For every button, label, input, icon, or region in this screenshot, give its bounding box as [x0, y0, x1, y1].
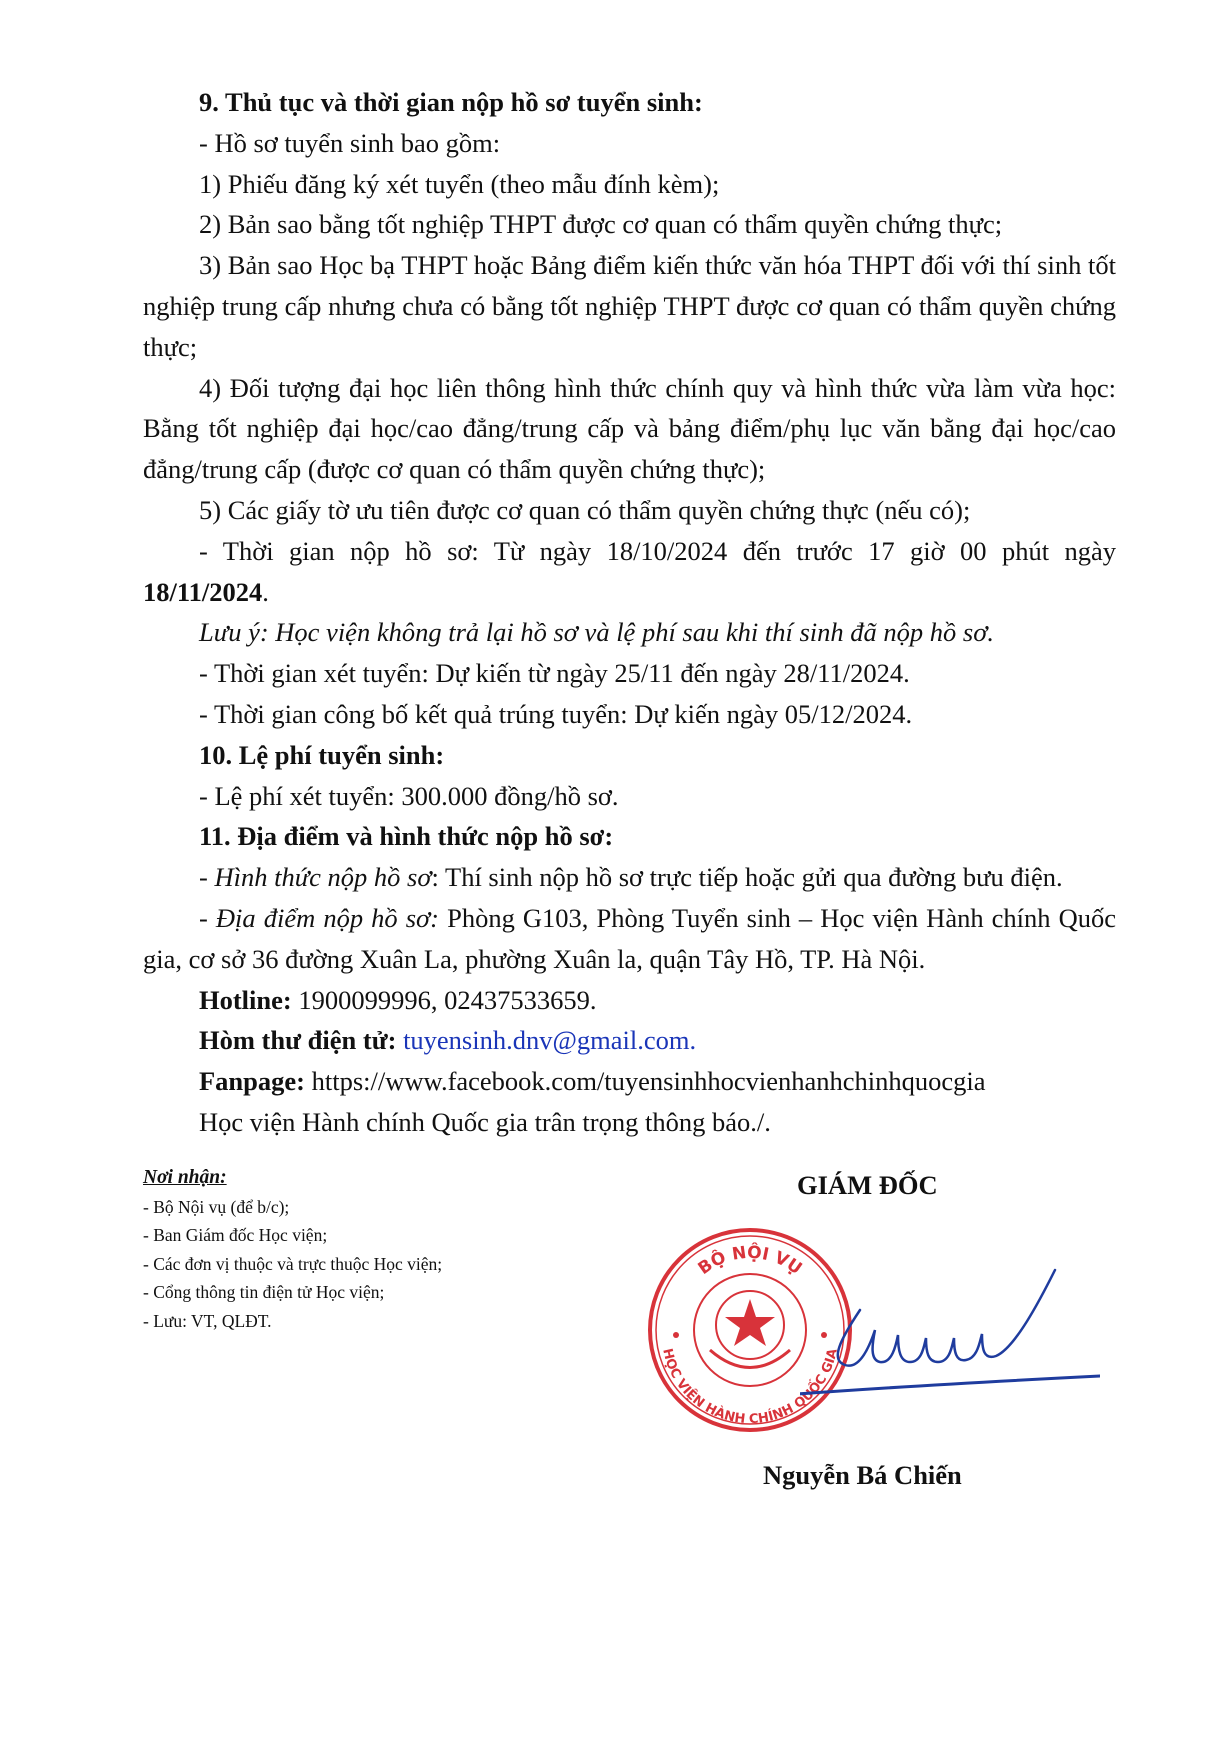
submission-form-text: : Thí sinh nộp hồ sơ trực tiếp hoặc gửi qua đường bưu điện.: [431, 862, 1063, 893]
requirement-item-3: 3) Bản sao Học bạ THPT hoặc Bảng điểm kiến thức văn hóa THPT đối với thí sinh tốt nghiệp trung cấp nhưng chưa có bằng tốt nghiệp THPT được cơ quan có thẩm quyền chứng thực;: [143, 250, 1116, 362]
section-10-heading: 10. Lệ phí tuyển sinh:: [199, 739, 445, 770]
note-text: Lưu ý: Học viện không trả lại hồ sơ và lệ phí sau khi thí sinh đã nộp hồ sơ.: [199, 617, 994, 648]
requirement-item-5: 5) Các giấy tờ ưu tiên được cơ quan có thẩm quyền chứng thực (nếu có);: [199, 494, 971, 525]
submission-place-text: Phòng G103, Phòng Tuyển sinh – Học viện Hành chính Quốc gia, cơ sở 36 đường Xuân La, phường Xuân la, quận Tây Hồ, TP. Hà Nội.: [143, 902, 1117, 974]
email: [143, 1020, 1116, 1061]
deadline-date: 18/11/2024: [143, 576, 263, 607]
application-fee: - Lệ phí xét tuyển: 300.000 đồng/hồ sơ.: [199, 780, 619, 811]
recipient-item: - Bộ Nội vụ (để b/c);: [143, 1196, 290, 1217]
fanpage: [143, 1061, 1116, 1102]
submission-place-dash: -: [199, 902, 216, 933]
requirement-item-4: 4) Đối tượng đại học liên thông hình thức chính quy và hình thức vừa làm vừa học: Bằng tốt nghiệp đại học/cao đẳng/trung cấp và bảng điểm/phụ lục văn bằng đại học/cao đẳng/trung cấp (được cơ quan có thẩm quyền chứng thực);: [143, 372, 1116, 485]
handwritten-signature: [800, 1250, 1100, 1410]
fanpage-url[interactable]: https://www.facebook.com/tuyensinhhocvienhanhchinhquocgia: [305, 1066, 986, 1097]
section-11-heading: 11. Địa điểm và hình thức nộp hồ sơ:: [199, 821, 614, 852]
signer-name: Nguyễn Bá Chiến: [763, 1460, 962, 1490]
recipient-item: - Các đơn vị thuộc và trực thuộc Học viện;: [143, 1253, 443, 1274]
submission-deadline: [143, 531, 1116, 613]
email-label: Hòm thư điện tử:: [199, 1025, 397, 1056]
closing-statement: Học viện Hành chính Quốc gia trân trọng thông báo./.: [199, 1106, 771, 1137]
deadline-prefix: - Thời gian nộp hồ sơ: Từ ngày 18/10/2024 đến trước 17 giờ 00 phút ngày: [199, 535, 1116, 566]
fanpage-label: Fanpage:: [199, 1066, 305, 1097]
seal-bottom-text: HỌC VIỆN HÀNH CHÍNH QUỐC GIA: [659, 1347, 841, 1428]
section-9-intro: - Hồ sơ tuyển sinh bao gồm:: [199, 127, 501, 158]
signer-title: GIÁM ĐỐC: [797, 1170, 938, 1200]
section-9-heading: 9. Thủ tục và thời gian nộp hồ sơ tuyển sinh:: [199, 87, 703, 117]
recipients-block: [143, 1164, 623, 1335]
hotline-value: 1900099996, 02437533659.: [291, 984, 597, 1015]
recipient-item: - Cổng thông tin điện tử Học viện;: [143, 1282, 385, 1302]
seal-top-text: BỘ NỘI VỤ: [694, 1242, 806, 1279]
recipients-title: Nơi nhận:: [143, 1167, 227, 1188]
hotline: [143, 980, 1116, 1021]
email-link[interactable]: tuyensinh.dnv@gmail.com.: [403, 1025, 697, 1056]
submission-form-dash: -: [199, 862, 215, 893]
recipient-item: - Lưu: VT, QLĐT.: [143, 1310, 272, 1331]
hotline-label: Hotline:: [199, 984, 292, 1015]
result-time: - Thời gian công bố kết quả trúng tuyển: Dự kiến ngày 05/12/2024.: [199, 698, 913, 729]
submission-form: [143, 857, 1116, 898]
deadline-suffix: .: [262, 576, 269, 607]
submission-place: [143, 898, 1116, 980]
review-time: - Thời gian xét tuyển: Dự kiến từ ngày 25/11 đến ngày 28/11/2024.: [199, 658, 910, 689]
recipient-item: - Ban Giám đốc Học viện;: [143, 1225, 328, 1245]
submission-form-label: Hình thức nộp hồ sơ: [214, 862, 432, 893]
document-body: [143, 82, 1116, 1143]
submission-place-label: Địa điểm nộp hồ sơ:: [215, 902, 440, 933]
requirement-item-2: 2) Bản sao bằng tốt nghiệp THPT được cơ quan có thẩm quyền chứng thực;: [199, 209, 1003, 240]
requirement-item-1: 1) Phiếu đăng ký xét tuyển (theo mẫu đính kèm);: [199, 168, 720, 199]
